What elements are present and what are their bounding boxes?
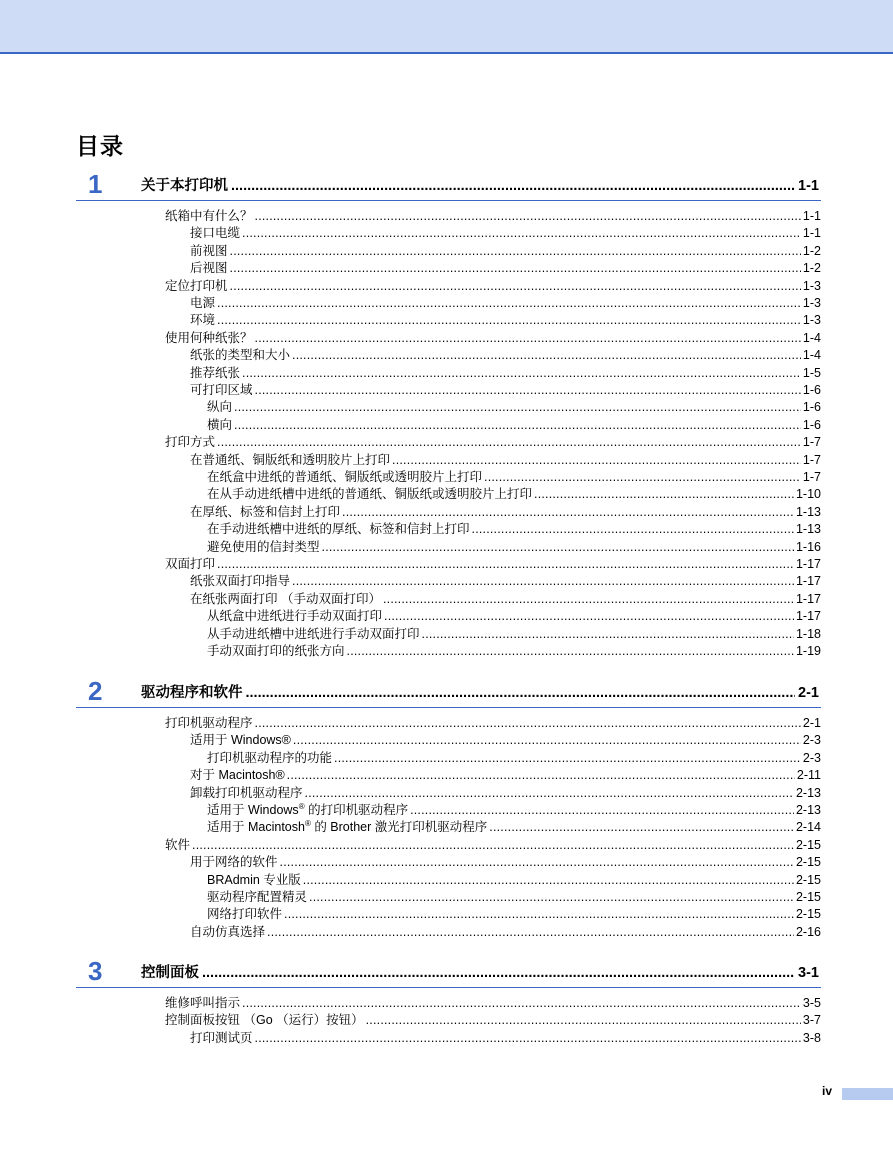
toc-entry[interactable] bbox=[207, 469, 821, 486]
toc-entry-text: 打印测试页 bbox=[190, 1030, 253, 1045]
toc-entry-page: 1-17 bbox=[795, 609, 821, 624]
toc-entry-label bbox=[165, 1012, 364, 1029]
toc-entry-page: 1-6 bbox=[802, 400, 821, 415]
dot-leader bbox=[246, 685, 796, 701]
toc-entry-page: 1-17 bbox=[795, 574, 821, 589]
toc-entry-page: 2-15 bbox=[795, 855, 821, 870]
chapter-number: 2 bbox=[88, 676, 103, 706]
toc-entry-page: 3-5 bbox=[802, 996, 821, 1010]
toc-entry-page: 2-13 bbox=[795, 803, 821, 817]
dot-leader bbox=[202, 965, 795, 981]
toc-entry[interactable] bbox=[165, 837, 821, 854]
toc-entry[interactable] bbox=[165, 715, 821, 732]
toc-entry-label bbox=[207, 486, 532, 503]
toc-entry-text: 电源 bbox=[190, 296, 216, 310]
chapter-title-line bbox=[141, 681, 819, 702]
toc-entry[interactable] bbox=[165, 208, 821, 225]
chapter-page: 1-1 bbox=[798, 178, 819, 194]
toc-entry-label bbox=[190, 854, 278, 871]
toc-entry-label bbox=[190, 452, 390, 469]
toc-entry-label bbox=[190, 243, 228, 260]
dot-leader bbox=[230, 260, 801, 277]
toc-entry-text: 避免使用的信封类型 bbox=[207, 539, 320, 554]
toc-entry-label bbox=[165, 208, 253, 225]
toc-entry-label bbox=[165, 556, 215, 573]
toc-entry-label bbox=[207, 819, 487, 836]
toc-entry-text: 使用何种纸张？ bbox=[165, 330, 253, 345]
chapter-title: 控制面板 bbox=[141, 965, 199, 981]
dot-leader bbox=[242, 365, 801, 382]
toc-entry-label bbox=[165, 837, 190, 854]
toc-entry[interactable] bbox=[207, 486, 821, 503]
dot-leader bbox=[255, 208, 801, 225]
toc-entry-text: 适用于 Windows bbox=[207, 803, 299, 817]
dot-leader bbox=[422, 626, 794, 643]
dot-leader bbox=[242, 225, 801, 242]
toc-entry-label bbox=[190, 365, 240, 382]
toc-entry-page: 2-15 bbox=[795, 890, 821, 904]
toc-entry-label bbox=[207, 906, 282, 923]
toc-entry[interactable] bbox=[207, 626, 821, 643]
dot-leader bbox=[231, 178, 795, 194]
dot-leader bbox=[303, 872, 794, 889]
toc-entry[interactable] bbox=[165, 434, 821, 451]
dot-leader bbox=[489, 819, 794, 836]
toc-entry[interactable] bbox=[207, 521, 821, 538]
toc-entry-page: 1-13 bbox=[795, 522, 821, 537]
toc-entry-text: 在普通纸、铜版纸和透明胶片上打印 bbox=[190, 452, 391, 467]
toc-entry-text: 纸箱中有什么？ bbox=[165, 209, 253, 223]
toc-entry[interactable] bbox=[207, 399, 821, 416]
dot-leader bbox=[217, 312, 801, 329]
dot-leader bbox=[234, 399, 801, 416]
toc-entry-page: 1-3 bbox=[802, 313, 821, 328]
toc-entry[interactable] bbox=[190, 767, 821, 784]
chapter-number: 3 bbox=[88, 956, 103, 986]
dot-leader bbox=[322, 539, 794, 556]
toc-entry-label bbox=[190, 1030, 253, 1047]
toc-entry-label bbox=[207, 469, 482, 486]
toc-entry-page: 1-7 bbox=[802, 470, 821, 484]
dot-leader bbox=[217, 295, 801, 312]
chapter-heading[interactable] bbox=[76, 957, 821, 988]
toc-entry-page: 1-6 bbox=[802, 383, 821, 397]
dot-leader bbox=[410, 802, 794, 819]
toc-entry-text: 纸张的类型和大小 bbox=[190, 348, 291, 363]
toc-entry-text: 驱动程序配置精灵 bbox=[207, 890, 308, 904]
chapter-title-line bbox=[141, 961, 819, 982]
chapter-title-line bbox=[141, 174, 819, 195]
toc-entry[interactable] bbox=[190, 854, 821, 871]
toc-entry-page: 2-15 bbox=[795, 907, 821, 922]
toc-entry-label bbox=[190, 312, 215, 329]
toc-entry[interactable] bbox=[207, 819, 821, 836]
chapter-heading[interactable] bbox=[76, 170, 821, 201]
toc-entry-text: 手动双面打印的纸张方向 bbox=[207, 644, 345, 658]
toc-entry[interactable] bbox=[190, 312, 821, 329]
dot-leader bbox=[293, 732, 801, 749]
toc-entry-text: 在纸盒中进纸的普通纸、铜版纸或透明胶片上打印 bbox=[207, 470, 483, 484]
toc-entry-label bbox=[165, 715, 253, 732]
toc-entry[interactable] bbox=[207, 643, 821, 660]
toc-entry-text: 用于网络的软件 bbox=[190, 855, 278, 870]
dot-leader bbox=[284, 906, 794, 923]
toc-entry[interactable] bbox=[207, 417, 821, 434]
toc-entry-label bbox=[190, 591, 381, 608]
toc-entry[interactable] bbox=[207, 539, 821, 556]
registered-mark: ® bbox=[298, 801, 305, 811]
toc-entry-label bbox=[190, 260, 228, 277]
registered-mark: ® bbox=[304, 819, 311, 829]
toc-entry[interactable] bbox=[165, 278, 821, 295]
toc-entry-page: 1-5 bbox=[802, 365, 821, 380]
dot-leader bbox=[305, 785, 794, 802]
toc-entry-label bbox=[190, 924, 265, 941]
toc-entry-text: 定位打印机 bbox=[165, 278, 228, 293]
toc-entry[interactable] bbox=[190, 732, 821, 749]
toc-entry-text-after: 的打印机驱动程序 bbox=[304, 803, 409, 817]
toc-entry-text: 可打印区域 bbox=[190, 383, 253, 397]
toc-entry-page: 1-4 bbox=[802, 348, 821, 363]
toc-entry-text: 推荐纸张 bbox=[190, 365, 241, 380]
toc-entry-page: 2-14 bbox=[795, 820, 821, 835]
dot-leader bbox=[384, 608, 794, 625]
chapter-number: 1 bbox=[88, 169, 103, 199]
toc-entry-page: 1-2 bbox=[802, 261, 821, 276]
toc-entry-label bbox=[207, 872, 301, 889]
toc-entry-page: 2-1 bbox=[802, 716, 821, 730]
toc-entry[interactable] bbox=[207, 750, 821, 767]
toc-entry-text: 打印方式 bbox=[165, 435, 216, 450]
toc-entry-page: 1-17 bbox=[795, 591, 821, 606]
toc-entry-page: 1-1 bbox=[802, 226, 821, 241]
toc-entry-text: 在厚纸、标签和信封上打印 bbox=[190, 504, 341, 519]
dot-leader bbox=[242, 995, 801, 1012]
toc-entry-text: 打印机驱动程序的功能 bbox=[207, 750, 333, 765]
page-number: iv bbox=[822, 1084, 833, 1098]
toc-entry-label bbox=[165, 995, 240, 1012]
toc-entry-text: BRAdmin 专业版 bbox=[207, 872, 301, 887]
toc-entry[interactable] bbox=[165, 1012, 821, 1029]
toc-entry[interactable] bbox=[190, 785, 821, 802]
toc-entry[interactable] bbox=[190, 347, 821, 364]
toc-entry-page: 1-4 bbox=[802, 330, 821, 345]
dot-leader bbox=[366, 1012, 801, 1029]
dot-leader bbox=[255, 330, 801, 347]
dot-leader bbox=[392, 452, 801, 469]
toc-entry-page: 1-10 bbox=[795, 487, 821, 502]
toc-entry[interactable] bbox=[190, 365, 821, 382]
toc-entry-label bbox=[165, 434, 215, 451]
toc-entry-text: 从手动进纸槽中进纸进行手动双面打印 bbox=[207, 626, 420, 641]
chapter-page: 3-1 bbox=[798, 965, 819, 981]
toc-entry-text: 接口电缆 bbox=[190, 226, 241, 241]
dot-leader bbox=[484, 469, 801, 486]
toc-entry[interactable] bbox=[190, 382, 821, 399]
toc-entry-page: 1-1 bbox=[802, 209, 821, 223]
toc-entry-text: 软件 bbox=[165, 837, 191, 852]
toc-entry-text: 在从手动进纸槽中进纸的普通纸、铜版纸或透明胶片上打印 bbox=[207, 487, 533, 502]
page-title: 目录 bbox=[76, 133, 124, 159]
toc-entry-page: 1-3 bbox=[802, 278, 821, 293]
dot-leader bbox=[472, 521, 794, 538]
toc-entry-label bbox=[207, 417, 232, 434]
toc-entry-label bbox=[165, 330, 253, 347]
toc-entry-text: 自动仿真选择 bbox=[190, 924, 266, 939]
toc-entry[interactable] bbox=[190, 591, 821, 608]
toc-entry-text: 纵向 bbox=[207, 400, 233, 415]
toc-entry[interactable] bbox=[165, 995, 821, 1012]
toc-entry[interactable] bbox=[207, 889, 821, 906]
toc-entry-text: 双面打印 bbox=[165, 557, 216, 571]
toc-entry[interactable] bbox=[190, 260, 821, 277]
toc-entry-label bbox=[190, 504, 340, 521]
dot-leader bbox=[217, 556, 794, 573]
toc-entry-page: 2-16 bbox=[795, 924, 821, 939]
toc-entry-label bbox=[190, 347, 290, 364]
toc-entry[interactable] bbox=[190, 295, 821, 312]
toc-entry-label bbox=[165, 278, 228, 295]
chapter-page: 2-1 bbox=[798, 685, 819, 701]
toc-entry-page: 2-15 bbox=[795, 872, 821, 887]
toc-entry-page: 1-19 bbox=[795, 644, 821, 658]
dot-leader bbox=[255, 1030, 801, 1047]
toc-entry-page: 1-16 bbox=[795, 539, 821, 554]
chapter-heading[interactable] bbox=[76, 677, 821, 708]
toc-entry-label bbox=[207, 521, 470, 538]
toc-entry-text: 网络打印软件 bbox=[207, 907, 283, 922]
dot-leader bbox=[230, 278, 801, 295]
chapter-title: 关于本打印机 bbox=[141, 178, 228, 194]
dot-leader bbox=[192, 837, 794, 854]
toc-entry[interactable] bbox=[190, 452, 821, 469]
toc-entry-page: 1-13 bbox=[795, 504, 821, 519]
toc-entry-page: 2-3 bbox=[802, 733, 821, 748]
toc-entry[interactable] bbox=[207, 872, 821, 889]
toc-entry-label bbox=[190, 382, 253, 399]
toc-entry-page: 3-8 bbox=[802, 1030, 821, 1045]
toc-entry-text: 横向 bbox=[207, 417, 233, 432]
toc-entry-page: 2-11 bbox=[796, 768, 821, 783]
toc-entry-label bbox=[190, 295, 215, 312]
toc-entry-label bbox=[190, 573, 290, 590]
dot-leader bbox=[309, 889, 794, 906]
toc-entry-text: 适用于 Macintosh bbox=[207, 820, 305, 835]
toc-entry-page: 1-6 bbox=[802, 417, 821, 432]
toc-entry[interactable] bbox=[190, 243, 821, 260]
toc-entry-text: 维修呼叫指示 bbox=[165, 996, 241, 1010]
toc-entry-text: 卸载打印机驱动程序 bbox=[190, 785, 303, 800]
toc-entry-text: 前视图 bbox=[190, 243, 228, 258]
toc-entry-label bbox=[190, 732, 291, 749]
dot-leader bbox=[217, 434, 801, 451]
toc-entry-text: 从纸盒中进纸进行手动双面打印 bbox=[207, 609, 383, 624]
toc-entry-page: 1-17 bbox=[795, 557, 821, 571]
toc-entry-label bbox=[207, 608, 382, 625]
toc-entry[interactable] bbox=[165, 330, 821, 347]
toc-entry-text-after: 的 Brother 激光打印机驱动程序 bbox=[310, 820, 488, 835]
toc-entry-text: 控制面板按钮 （Go （运行）按钮） bbox=[165, 1013, 364, 1028]
toc-entry-page: 1-7 bbox=[802, 452, 821, 467]
toc-entry-label bbox=[207, 643, 345, 660]
toc-entry-page: 1-7 bbox=[802, 435, 821, 450]
dot-leader bbox=[534, 486, 794, 503]
toc-entry-page: 2-13 bbox=[795, 785, 821, 800]
toc-entry-label bbox=[207, 750, 332, 767]
dot-leader bbox=[230, 243, 801, 260]
toc-entry-label bbox=[207, 626, 420, 643]
footer-tab bbox=[842, 1088, 893, 1100]
toc-entry-label bbox=[207, 802, 408, 819]
toc-entry-page: 3-7 bbox=[802, 1013, 821, 1028]
dot-leader bbox=[383, 591, 794, 608]
toc-entry[interactable] bbox=[207, 906, 821, 923]
dot-leader bbox=[292, 347, 801, 364]
toc-entry-page: 2-15 bbox=[795, 837, 821, 852]
toc-entry-label bbox=[190, 785, 303, 802]
toc-entry-page: 1-2 bbox=[802, 243, 821, 258]
toc-entry-text: 在纸张两面打印 （手动双面打印） bbox=[190, 591, 381, 606]
toc-entry[interactable] bbox=[207, 802, 821, 819]
dot-leader bbox=[342, 504, 794, 521]
toc-entry-label bbox=[207, 889, 307, 906]
toc-entry[interactable] bbox=[190, 1030, 821, 1047]
toc-entry-label bbox=[190, 225, 240, 242]
toc-entry-text: 环境 bbox=[190, 313, 216, 328]
dot-leader bbox=[347, 643, 794, 660]
toc-entry[interactable] bbox=[190, 504, 821, 521]
toc-entry[interactable] bbox=[190, 573, 821, 590]
toc-entry-text: 在手动进纸槽中进纸的厚纸、标签和信封上打印 bbox=[207, 522, 470, 537]
toc-entry-text: 纸张双面打印指导 bbox=[190, 574, 291, 589]
toc-entry-text: 适用于 Windows® bbox=[190, 733, 291, 748]
toc-entry-text: 打印机驱动程序 bbox=[165, 716, 253, 730]
toc-entry-text: 后视图 bbox=[190, 261, 228, 276]
chapter-title: 驱动程序和软件 bbox=[141, 685, 243, 701]
dot-leader bbox=[234, 417, 801, 434]
dot-leader bbox=[287, 767, 795, 784]
toc-entry[interactable] bbox=[190, 225, 821, 242]
toc-entry[interactable] bbox=[207, 608, 821, 625]
toc-entry-page: 1-3 bbox=[802, 296, 821, 310]
toc-entry-page: 2-3 bbox=[802, 750, 821, 765]
dot-leader bbox=[292, 573, 794, 590]
header-band bbox=[0, 0, 893, 54]
dot-leader bbox=[255, 715, 801, 732]
dot-leader bbox=[280, 854, 794, 871]
dot-leader bbox=[334, 750, 801, 767]
toc-entry[interactable] bbox=[165, 556, 821, 573]
toc-entry-page: 1-18 bbox=[795, 626, 821, 641]
dot-leader bbox=[267, 924, 794, 941]
dot-leader bbox=[255, 382, 801, 399]
toc-entry-text: 对于 Macintosh® bbox=[190, 768, 285, 783]
toc-entry[interactable] bbox=[190, 924, 821, 941]
toc-entry-label bbox=[207, 399, 232, 416]
toc-entry-label bbox=[190, 767, 285, 784]
toc-entry-label bbox=[207, 539, 320, 556]
